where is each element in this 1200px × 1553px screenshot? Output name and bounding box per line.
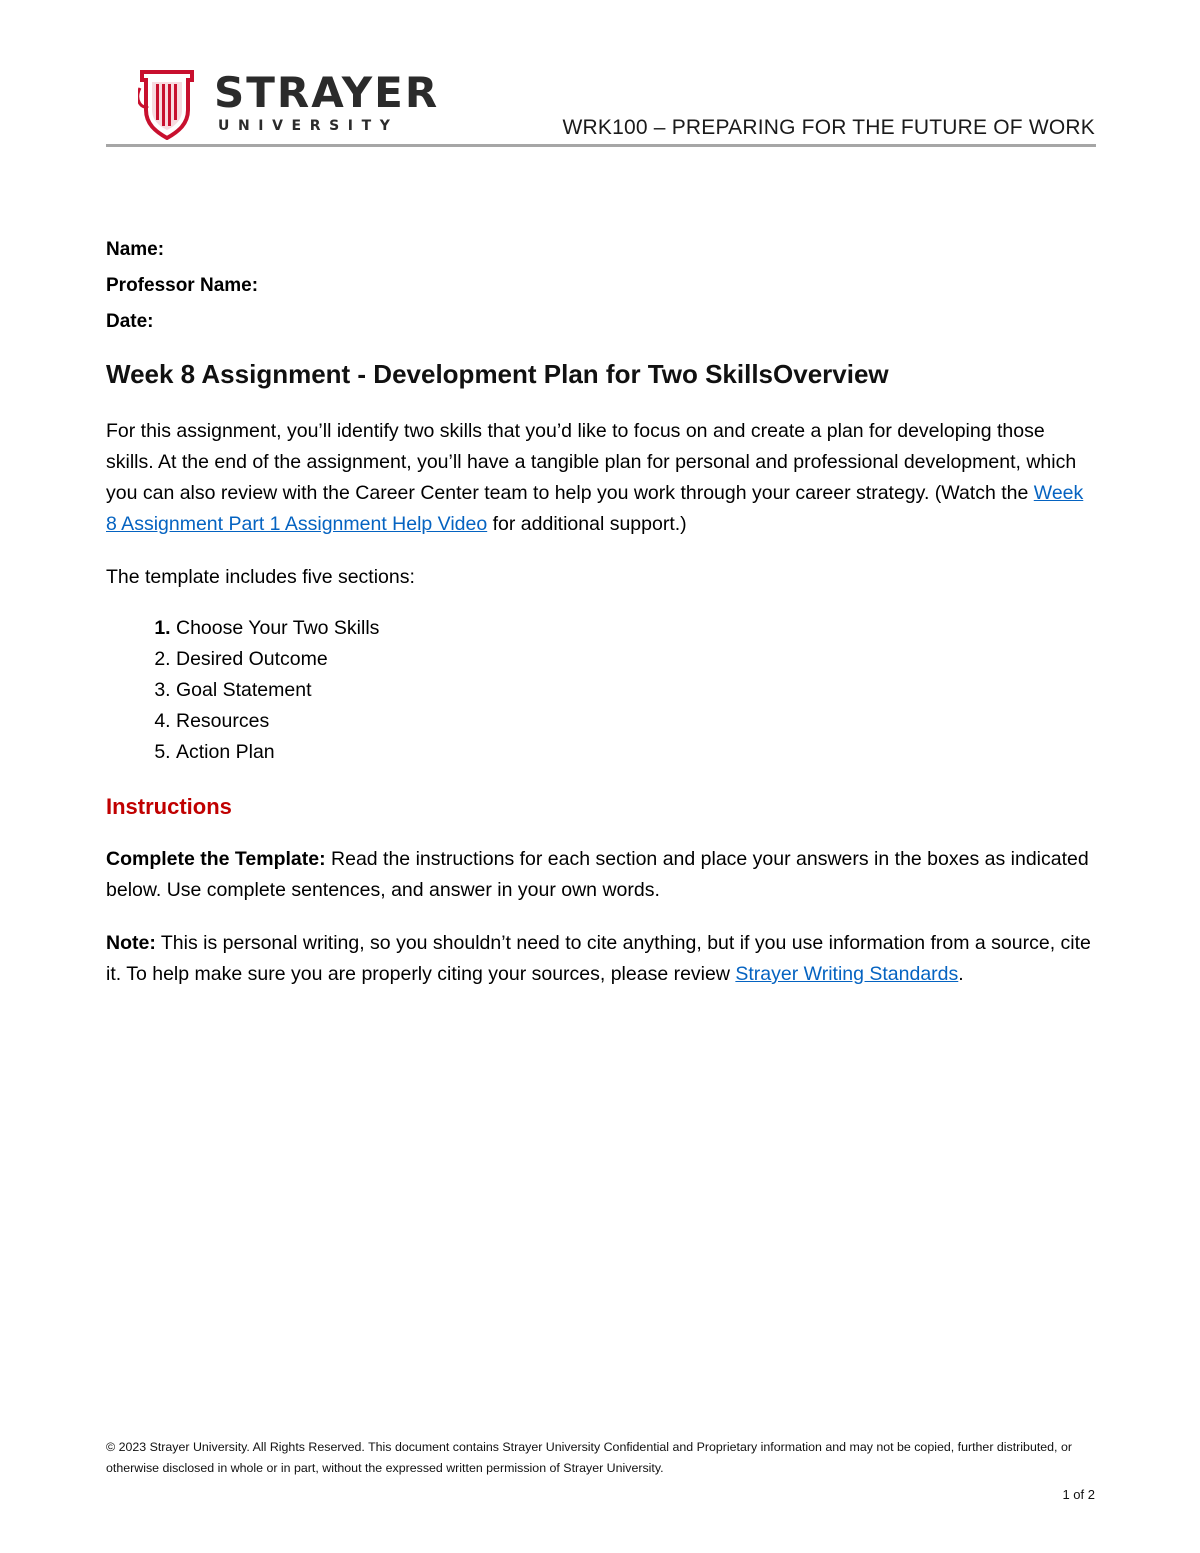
note-end: . (958, 963, 964, 985)
note-paragraph (106, 928, 1096, 990)
list-item: 4. Resources (176, 706, 1096, 737)
name-label: Name: (106, 239, 165, 260)
intro-text-start: For this assignment, you’ll identify two skills that you’d like to focus on and create a plan for developing those skills. At the end of the assignment, you’ll have a tangible plan for personal and professional development, which you can also review with the Career Center team to help you work through your career strategy. (Watch the (106, 420, 1077, 504)
note-lead: Note: (106, 932, 156, 954)
logo-wordmark: STRAYER (214, 68, 440, 117)
complete-template-lead: Complete the Template: (106, 848, 326, 870)
logo-subword: UNIVERSITY (218, 118, 399, 134)
help-video-link[interactable]: Week 8 Assignment Part 1 Assignment Help Video (106, 482, 1084, 535)
page-number: 1 of 2 (1062, 1487, 1095, 1502)
document-body (106, 232, 1096, 990)
date-label: Date: (106, 311, 154, 332)
professor-name-label: Professor Name: (106, 275, 259, 296)
intro-text-end: for additional support.) (487, 513, 687, 535)
page-title: Week 8 Assignment - Development Plan for Two SkillsOverview (106, 359, 889, 389)
complete-template-text: Read the instructions for each section and place your answers in the boxes as indicated below. Use complete sentences, and answer in your own words. (106, 848, 1089, 901)
list-item: 2. Desired Outcome (176, 644, 1096, 675)
writing-standards-link[interactable]: Strayer Writing Standards (735, 963, 959, 985)
strayer-logo (138, 66, 458, 140)
instructions-heading: Instructions (106, 794, 232, 819)
list-item: 5. Action Plan (176, 737, 1096, 768)
list-item: 1. Choose Your Two Skills (176, 613, 1096, 644)
shield-icon (138, 70, 196, 140)
note-text: This is personal writing, so you shouldn’t need to cite anything, but if you use information from a source, cite it. To help make sure you are properly citing your sources, please review (106, 932, 1091, 985)
header-divider (106, 144, 1096, 147)
copyright-footer: © 2023 Strayer University. All Rights Reserved. This document contains Strayer University Confidential and Proprietary information and may not be copied, further distributed, or otherwise disclosed in whole or in part, without the expressed written permission of Strayer University. (106, 1440, 1072, 1475)
course-title: WRK100 – PREPARING FOR THE FUTURE OF WORK (562, 116, 1095, 139)
complete-template-paragraph (106, 844, 1096, 906)
intro-paragraph (106, 416, 1096, 540)
list-item: 3. Goal Statement (176, 675, 1096, 706)
template-intro: The template includes five sections: (106, 566, 415, 588)
sections-list (106, 613, 1096, 768)
